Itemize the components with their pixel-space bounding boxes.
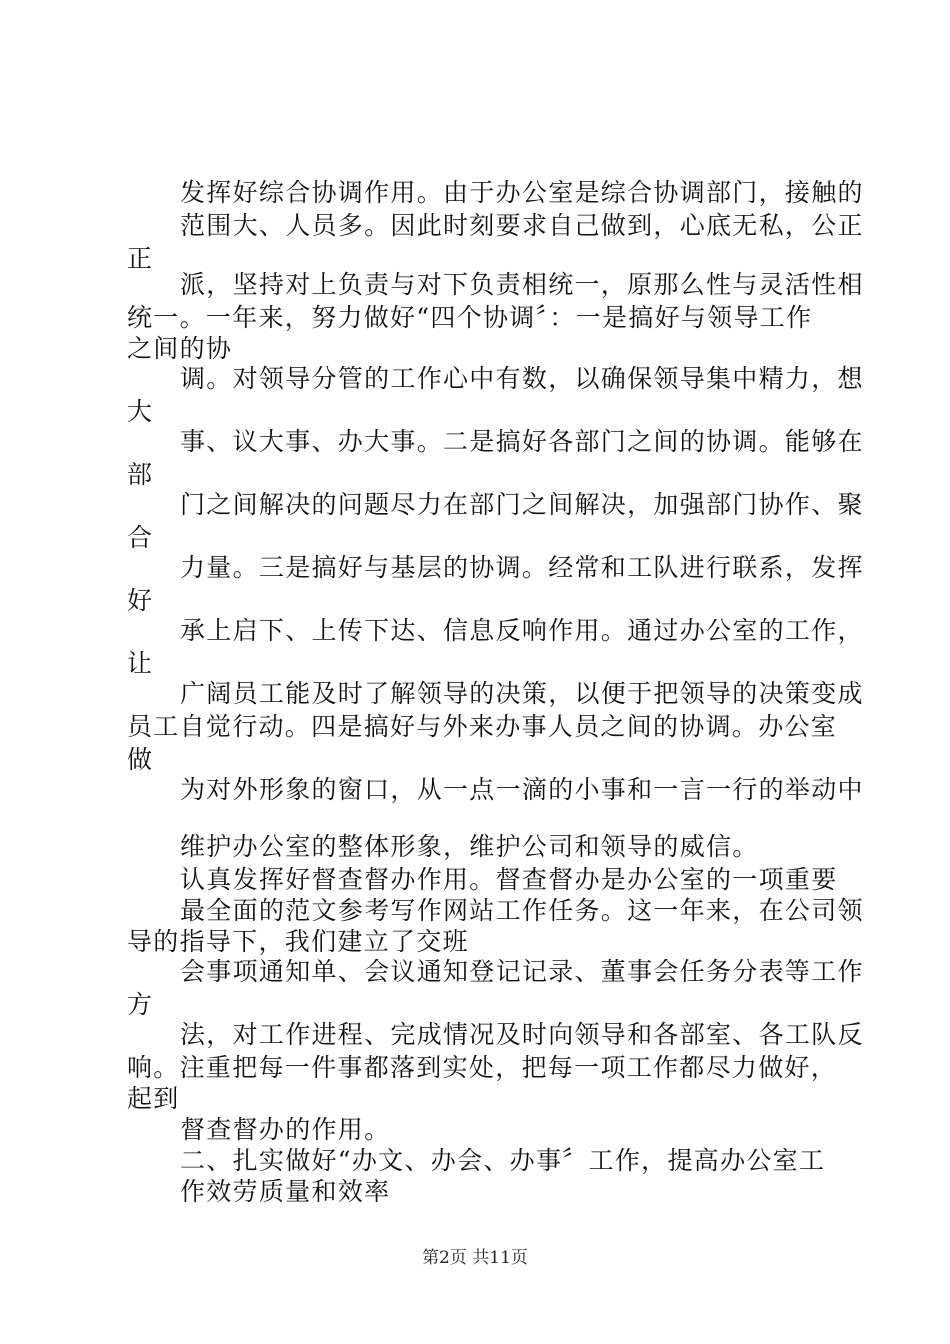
body-line: 广阔员工能及时了解领导的决策，以便于把领导的决策变成 <box>180 679 864 708</box>
body-line: 最全面的范文参考写作网站工作任务。这一年来，在公司领 <box>180 896 864 925</box>
body-line: 为对外形象的窗口，从一点一滴的小事和一言一行的举动中 <box>180 775 864 804</box>
body-line: 二、扎实做好“办文、办会、办事〞工作，提高办公室工 <box>180 1146 826 1175</box>
body-line: 发挥好综合协调作用。由于办公室是综合协调部门，接触的 <box>180 178 864 207</box>
body-line: 认真发挥好督查督办作用。督查督办是办公室的一项重要 <box>180 865 838 894</box>
body-line: 调。对领导分管的工作心中有数，以确保领导集中精力，想 <box>180 364 864 393</box>
body-line: 派，坚持对上负责与对下负责相统一，原那么性与灵活性相 <box>180 270 864 299</box>
body-line: 起到 <box>127 1084 180 1113</box>
body-line: 作效劳质量和效率 <box>180 1177 391 1206</box>
body-line: 部 <box>127 460 154 489</box>
body-line: 统一。一年来，努力做好“四个协调〞：一是搞好与领导工作 <box>127 303 813 332</box>
body-line: 导的指导下，我们建立了交班 <box>127 927 469 956</box>
body-line: 员工自觉行动。四是搞好与外来办事人员之间的协调。办公室 <box>127 712 838 741</box>
body-line: 力量。三是搞好与基层的协调。经常和工队进行联系，发挥 <box>180 553 864 582</box>
body-line: 响。注重把每一件事都落到实处，把每一项工作都尽力做好， <box>127 1053 838 1082</box>
body-line: 合 <box>127 523 154 552</box>
page-number: 第2页 共11页 <box>422 1248 528 1268</box>
body-line: 事、议大事、办大事。二是搞好各部门之间的协调。能够在 <box>180 427 864 456</box>
body-line: 法，对工作进程、完成情况及时向领导和各部室、各工队反 <box>180 1020 864 1049</box>
body-line: 让 <box>127 649 154 678</box>
body-line: 督查督办的作用。 <box>180 1115 391 1144</box>
body-line: 承上启下、上传下达、信息反响作用。通过办公室的工作， <box>180 616 864 645</box>
body-line: 好 <box>127 586 154 615</box>
body-line: 正 <box>127 244 154 273</box>
body-line: 门之间解决的问题尽力在部门之间解决，加强部门协作、聚 <box>180 490 864 519</box>
body-line: 方 <box>127 990 154 1019</box>
body-line: 会事项通知单、会议通知登记记录、董事会任务分表等工作 <box>180 957 864 986</box>
body-line: 之间的协 <box>127 334 233 363</box>
body-line: 范围大、人员多。因此时刻要求自己做到，心底无私，公正 <box>180 211 864 240</box>
body-line: 大 <box>127 397 154 426</box>
body-line: 维护办公室的整体形象，维护公司和领导的威信。 <box>180 832 759 861</box>
body-line: 做 <box>127 745 154 774</box>
